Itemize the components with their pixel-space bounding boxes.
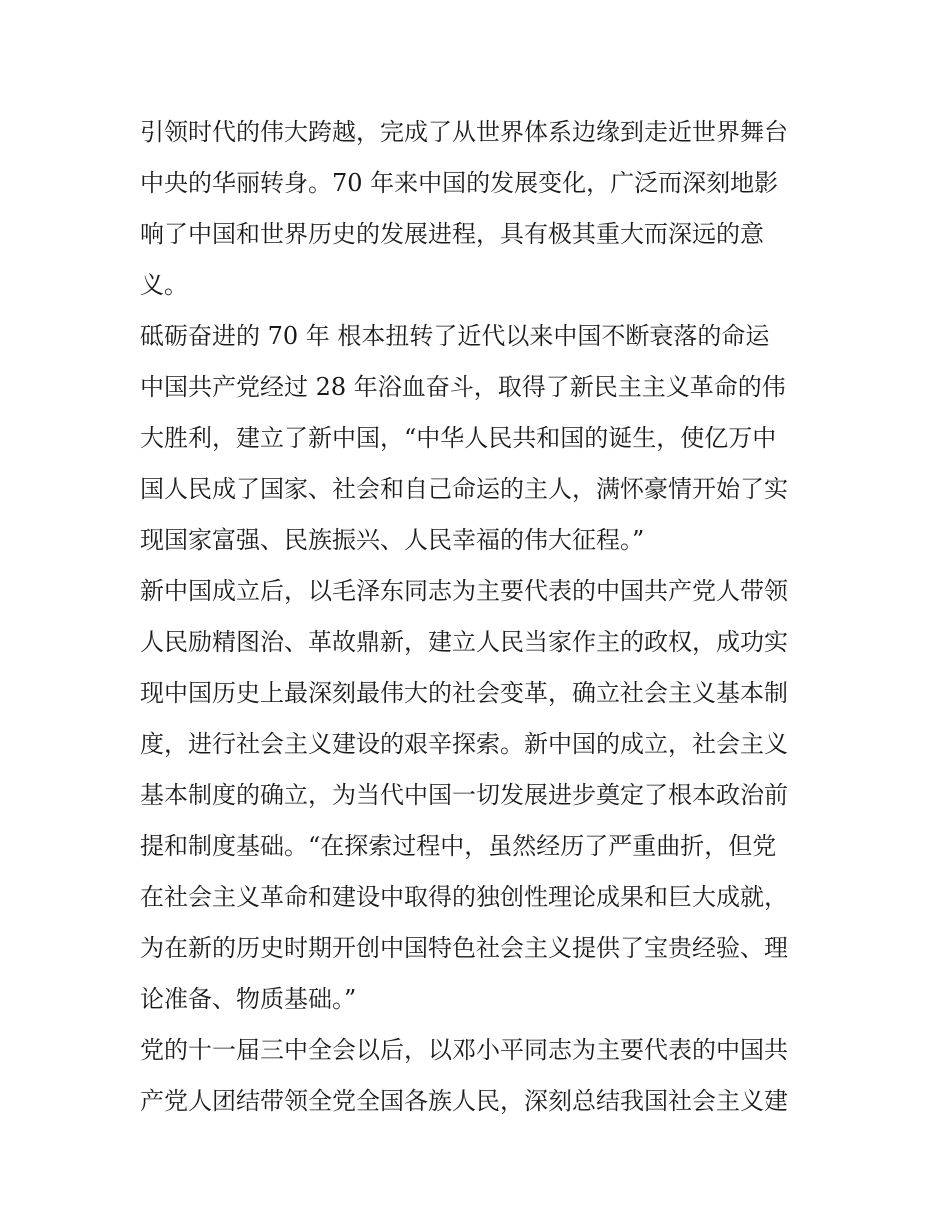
text-line-16: 在社会主义革命和建设中取得的独创性理论成果和巨大成就， xyxy=(140,883,788,911)
text-line-3: 响了中国和世界历史的发展进程，具有极其重大而深远的意 xyxy=(140,220,764,248)
text-line-15: 提和制度基础。“在探索过程中，虽然经历了严重曲折，但党 xyxy=(140,832,777,860)
text-line-4: 义。 xyxy=(140,271,188,299)
text-line-8: 国人民成了国家、社会和自己命运的主人，满怀豪情开始了实 xyxy=(140,475,788,503)
text-line-12: 现中国历史上最深刻最伟大的社会变革，确立社会主义基本制 xyxy=(140,679,788,707)
text-line-2: 中央的华丽转身。70 年来中国的发展变化，广泛而深刻地影 xyxy=(140,169,779,197)
text-line-14: 基本制度的确立，为当代中国一切发展进步奠定了根本政治前 xyxy=(140,781,788,809)
text-line-19: 党的十一届三中全会以后，以邓小平同志为主要代表的中国共 xyxy=(140,1036,788,1064)
text-line-17: 为在新的历史时期开创中国特色社会主义提供了宝贵经验、理 xyxy=(140,934,788,962)
text-line-18: 论准备、物质基础。” xyxy=(140,985,357,1013)
text-line-7: 大胜利，建立了新中国，“中华人民共和国的诞生，使亿万中 xyxy=(140,424,777,452)
text-line-10: 新中国成立后，以毛泽东同志为主要代表的中国共产党人带领 xyxy=(140,577,788,605)
text-line-6: 中国共产党经过 28 年浴血奋斗，取得了新民主主义革命的伟 xyxy=(140,373,786,401)
text-line-20: 产党人团结带领全党全国各族人民，深刻总结我国社会主义建 xyxy=(140,1087,788,1115)
section-heading: 砥砺奋进的 70 年 根本扭转了近代以来中国不断衰落的命运 xyxy=(140,322,770,350)
text-line-9: 现国家富强、民族振兴、人民幸福的伟大征程。” xyxy=(140,526,645,554)
text-line-11: 人民励精图治、革故鼎新，建立人民当家作主的政权，成功实 xyxy=(140,628,788,656)
text-line-1: 引领时代的伟大跨越，完成了从世界体系边缘到走近世界舞台 xyxy=(140,118,788,146)
text-line-13: 度，进行社会主义建设的艰辛探索。新中国的成立，社会主义 xyxy=(140,730,788,758)
document-body xyxy=(140,107,820,1127)
